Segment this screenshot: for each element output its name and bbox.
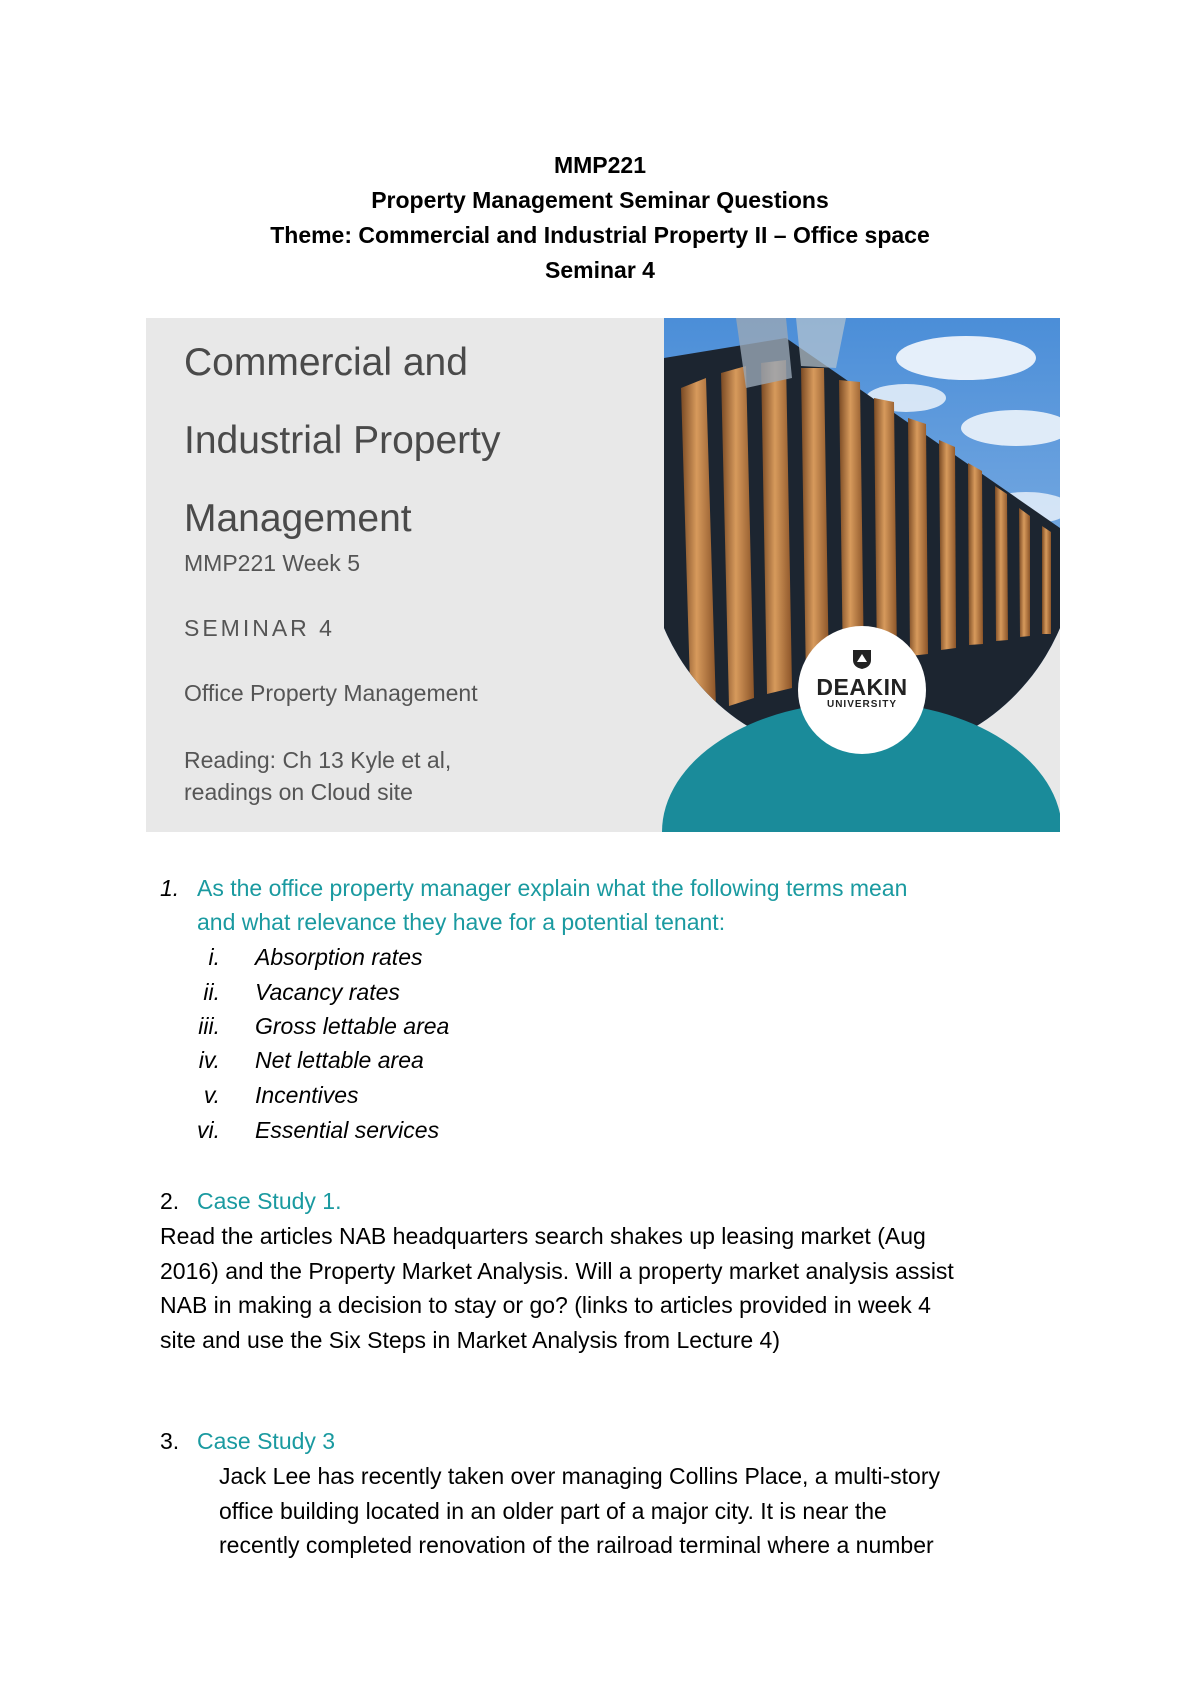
question-2-number: 2. [160,1188,180,1214]
term-numeral: iv. [198,1047,220,1073]
slide-title-line-1: Commercial and [184,341,468,384]
document-title: Property Management Seminar Questions [371,187,829,213]
deakin-logo-sub: UNIVERSITY [826,699,897,710]
term-numeral: v. [203,1082,220,1108]
term-numeral: i. [208,944,220,970]
term-item: Gross lettable area [255,1013,450,1039]
slide-reading-line-1: Reading: Ch 13 Kyle et al, [184,747,452,773]
term-item: Net lettable area [255,1047,424,1073]
document-theme: Theme: Commercial and Industrial Property II – Office space [270,222,930,248]
question-3-line-3: recently completed renovation of the railroad terminal where a number [219,1532,934,1558]
question-2-line-2: 2016) and the Property Market Analysis. Will a property market analysis assist [160,1258,954,1284]
slide-topic: Office Property Management [184,680,478,706]
term-numeral: vi. [197,1117,220,1143]
deakin-logo-name: DEAKIN [816,674,908,700]
question-2-line-1: Read the articles NAB headquarters search shakes up leasing market (Aug [160,1223,926,1249]
title-slide-image [146,318,1060,832]
question-2-heading: Case Study 1. [197,1188,342,1214]
term-item: Vacancy rates [255,979,400,1005]
building-photo [146,318,1060,832]
term-numeral: iii. [198,1013,220,1039]
question-1-number: 1. [160,875,180,901]
slide-title-line-2: Industrial Property [184,419,501,462]
question-1-line-2: and what relevance they have for a potential tenant: [197,909,726,935]
question-3-line-2: office building located in an older part of a major city. It is near the [219,1498,887,1524]
seminar-number: Seminar 4 [545,257,655,283]
document-header [0,148,1200,288]
term-item: Essential services [255,1117,440,1143]
deakin-logo [798,626,926,754]
slide-reading-line-2: readings on Cloud site [184,779,413,805]
question-3-line-1: Jack Lee has recently taken over managing Collins Place, a multi-story [219,1463,941,1489]
term-item: Absorption rates [255,944,423,970]
slide-seminar: SEMINAR 4 [184,615,335,641]
deakin-shield-icon [851,648,873,670]
term-numeral: ii. [203,979,220,1005]
question-3-number: 3. [160,1428,180,1454]
term-item: Incentives [255,1082,359,1108]
question-1-line-1: As the office property manager explain what the following terms mean [197,875,908,901]
question-3-heading: Case Study 3 [197,1428,336,1454]
course-code: MMP221 [553,152,647,178]
question-2-line-3: NAB in making a decision to stay or go? (links to articles provided in week 4 [160,1292,931,1318]
slide-title-line-3: Management [184,497,412,540]
question-2-line-4: site and use the Six Steps in Market Analysis from Lecture 4) [160,1327,781,1353]
slide-week: MMP221 Week 5 [184,550,360,576]
